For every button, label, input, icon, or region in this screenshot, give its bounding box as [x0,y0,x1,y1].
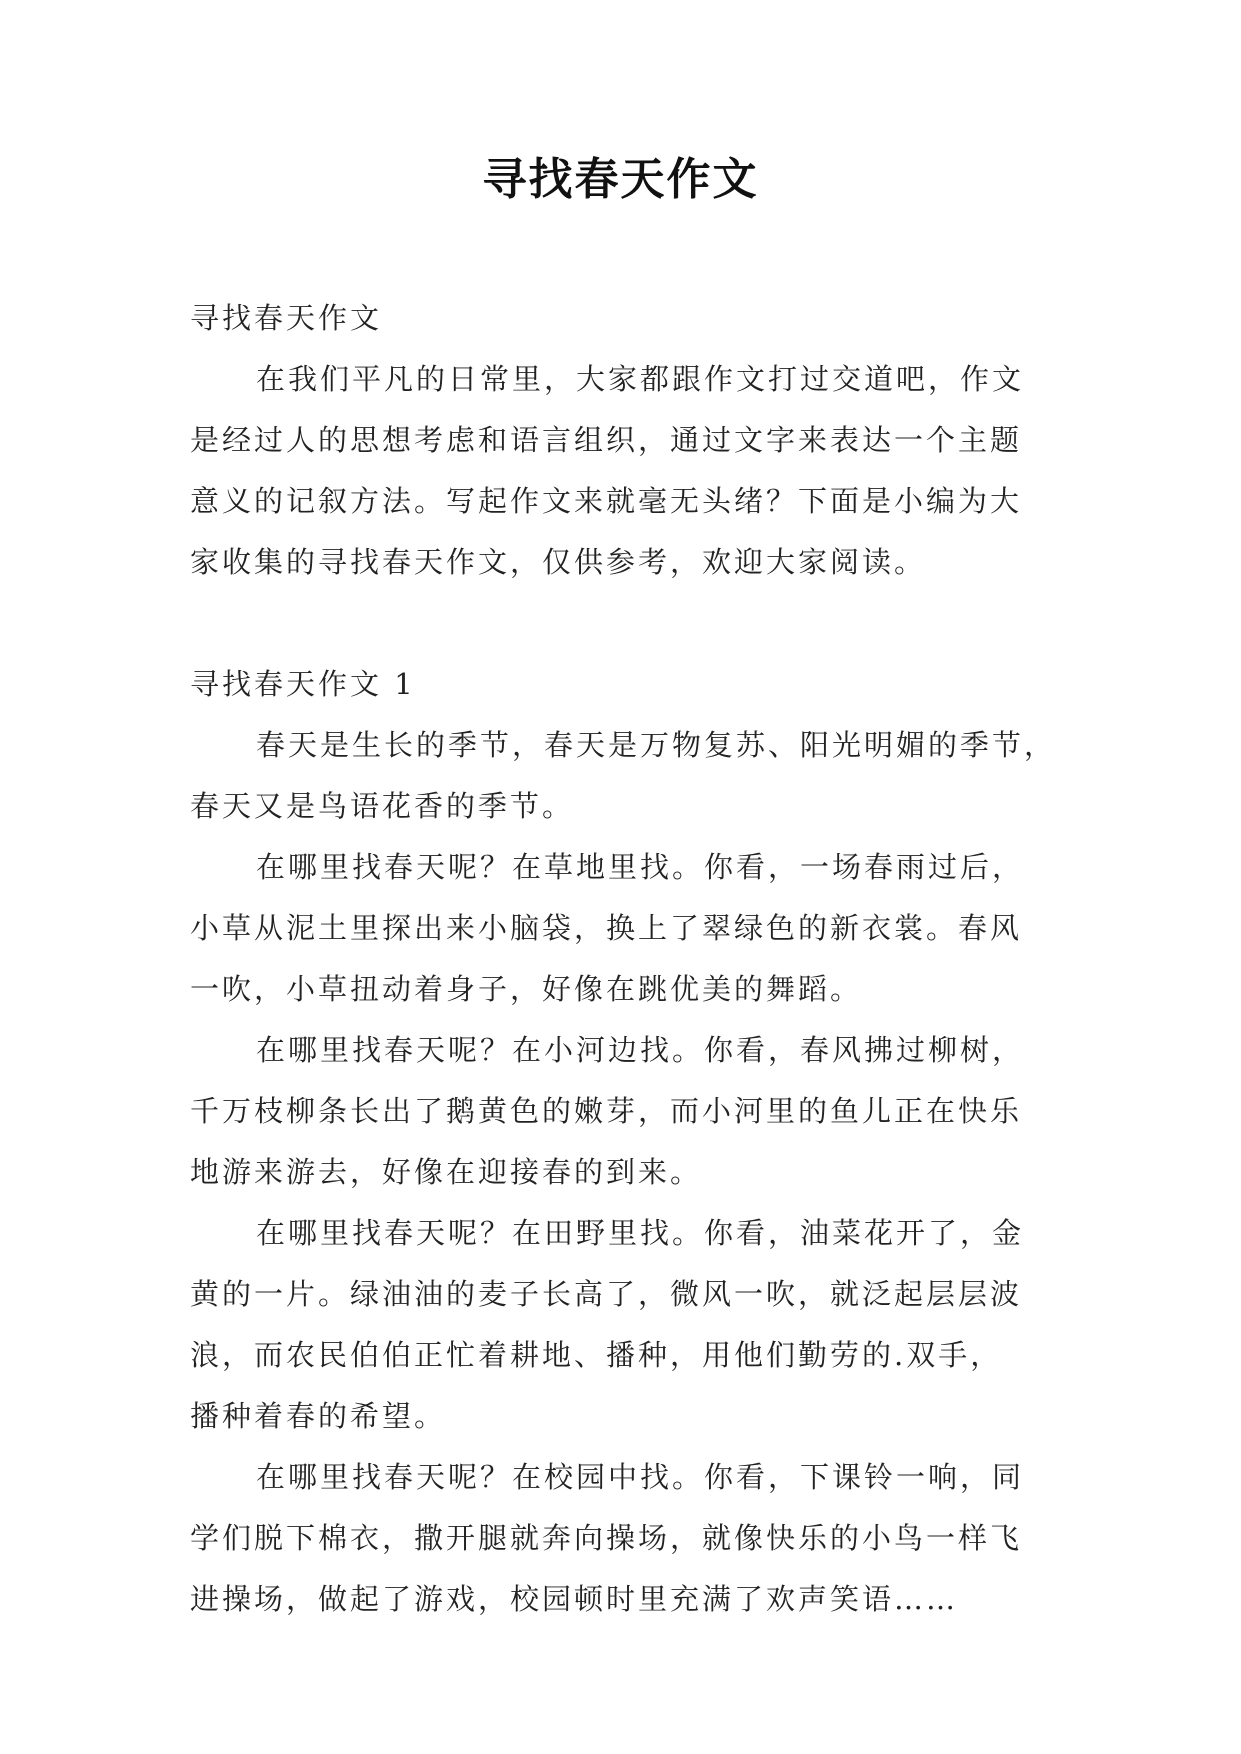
text-line: 黄的一片。绿油油的麦子长高了，微风一吹，就泛起层层波 [190,1277,1023,1311]
text-line: 春天是生长的季节，春天是万物复苏、阳光明媚的季节， [256,728,1057,762]
text-line: 播种着春的希望。 [190,1399,447,1433]
text-line: 意义的记叙方法。写起作文来就毫无头绪？下面是小编为大 [190,484,1023,518]
text-line: 在哪里找春天呢？在校园中找。你看，下课铃一响，同 [256,1460,1025,1494]
text-line: 小草从泥土里探出来小脑袋，换上了翠绿色的新衣裳。春风 [190,911,1023,945]
text-line: 进操场，做起了游戏，校园顿时里充满了欢声笑语…… [190,1582,959,1616]
text-line: 寻找春天作文 1 [190,667,416,701]
text-line: 家收集的寻找春天作文，仅供参考，欢迎大家阅读。 [190,545,927,579]
text-line: 是经过人的思想考虑和语言组织，通过文字来表达一个主题 [190,423,1023,457]
text-line: 寻找春天作文 [190,301,383,335]
text-line: 春天又是鸟语花香的季节。 [190,789,575,823]
text-line: 学们脱下棉衣，撒开腿就奔向操场，就像快乐的小鸟一样飞 [190,1521,1023,1555]
document-title: 寻找春天作文 [482,154,759,205]
text-line: 在哪里找春天呢？在小河边找。你看，春风拂过柳树， [256,1033,1025,1067]
text-line: 浪，而农民伯伯正忙着耕地、播种，用他们勤劳的.双手， [190,1338,1003,1372]
text-line: 在我们平凡的日常里，大家都跟作文打过交道吧，作文 [256,362,1025,396]
text-line: 一吹，小草扭动着身子，好像在跳优美的舞蹈。 [190,972,863,1006]
text-line: 地游来游去，好像在迎接春的到来。 [190,1155,703,1189]
document-body [190,288,1057,1630]
text-line: 在哪里找春天呢？在草地里找。你看，一场春雨过后， [256,850,1025,884]
paragraph-gap [190,593,1050,654]
text-line: 在哪里找春天呢？在田野里找。你看，油菜花开了，金 [256,1216,1025,1250]
text-line: 千万枝柳条长出了鹅黄色的嫩芽，而小河里的鱼儿正在快乐 [190,1094,1023,1128]
